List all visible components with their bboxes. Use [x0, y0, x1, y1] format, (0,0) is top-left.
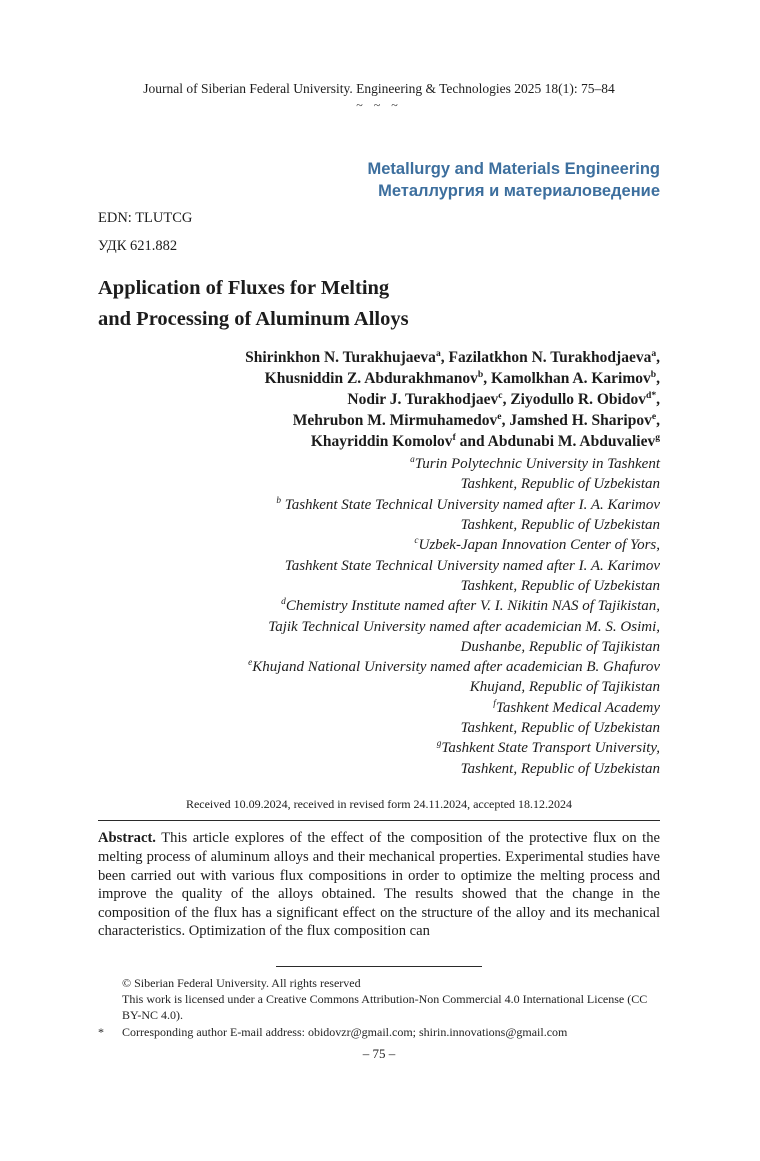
- author-line: Khayriddin Komolov$^f$ and Abdunabi M. Abduvaliev$^g$: [310, 432, 660, 451]
- article-title-line2: and Processing of Aluminum Alloys: [98, 308, 409, 331]
- affiliation-line: Dushanbe, Republic of Tajikistan: [460, 638, 660, 655]
- section-heading-russian: Металлургия и материаловедение: [378, 182, 660, 201]
- edn-code: EDN: TLUTCG: [98, 210, 193, 227]
- footnote-rule: [276, 966, 482, 967]
- journal-header: Journal of Siberian Federal University. Engineering & Technologies 2025 18(1): 75–84: [143, 81, 615, 96]
- affiliation-line: $^g$Tashkent State Transport University,: [436, 739, 660, 757]
- udk-code: УДК 621.882: [98, 238, 178, 255]
- affiliation-line: Tashkent, Republic of Uzbekistan: [460, 476, 660, 493]
- corresponding-author-text: Corresponding author E-mail address: obidovzr@gmail.com; shirin.innovations@gmail.com: [122, 1024, 568, 1039]
- affiliation-line: $^e$Khujand National University named after academician B. Ghafurov: [248, 658, 660, 676]
- affiliation-line: $^f$Tashkent Medical Academy: [493, 698, 660, 716]
- article-title: [98, 273, 660, 335]
- tilde-divider: ~ ~ ~: [356, 98, 402, 113]
- paper-page: [0, 81, 760, 1161]
- abstract-label: Abstract.: [98, 830, 156, 847]
- author-line: Nodir J. Turakhodjaev$^c$, Ziyodullo R. Obidov$^{d*}$,: [347, 390, 660, 409]
- affiliations-block: [98, 454, 660, 779]
- page-content: [0, 81, 760, 1062]
- affiliation-line: $^b$ Tashkent State Technical University named after I. A. Karimov: [276, 495, 660, 513]
- affiliation-line: Tashkent, Republic of Uzbekistan: [460, 517, 660, 534]
- abstract-paragraph: [98, 829, 660, 941]
- page-number: – 75 –: [362, 1045, 396, 1061]
- author-line: Shirinkhon N. Turakhujaeva$^a$, Fazilatkhon N. Turakhodjaeva$^a$,: [245, 348, 660, 367]
- abstract-divider-rule: [98, 820, 660, 821]
- article-title-line1: Application of Fluxes for Melting: [98, 277, 390, 300]
- affiliation-line: Tashkent State Technical University named after I. A. Karimov: [284, 557, 660, 574]
- affiliation-line: Khujand, Republic of Tajikistan: [469, 679, 660, 696]
- received-dates: Received 10.09.2024, received in revised form 24.11.2024, accepted 18.12.2024: [185, 796, 573, 811]
- corresponding-author-asterisk: *: [98, 1024, 104, 1039]
- section-heading-english: Metallurgy and Materials Engineering: [367, 160, 660, 179]
- affiliation-line: $^a$Turin Polytechnic University in Tashkent: [410, 455, 660, 473]
- affiliation-line: Tashkent, Republic of Uzbekistan: [460, 577, 660, 594]
- affiliation-line: $^c$Uzbek-Japan Innovation Center of Yors,: [414, 536, 660, 554]
- affiliation-line: $^d$Chemistry Institute named after V. I. Nikitin NAS of Tajikistan,: [281, 597, 660, 615]
- section-heading: [98, 158, 660, 202]
- affiliation-line: Tajik Technical University named after academician M. S. Osimi,: [268, 618, 660, 635]
- copyright-line: © Siberian Federal University. All rights reserved: [122, 975, 361, 990]
- author-line: Khusniddin Z. Abdurakhmanov$^b$, Kamolkhan A. Karimov$^b$,: [264, 369, 660, 388]
- affiliation-line: Tashkent, Republic of Uzbekistan: [460, 760, 660, 777]
- corresponding-author-line: [98, 1024, 660, 1040]
- footer-block: [98, 975, 660, 1040]
- affiliation-line: Tashkent, Republic of Uzbekistan: [460, 720, 660, 737]
- abstract-text: This article explores of the effect of the composition of the protective flux on the melting process of aluminum alloys and their mechanical properties. Experimental studies have been carried out with various flux compositions in order to optimize the melting process and improve the quality of the alloys obtained. The results showed that the change in the composition of the flux has a significant effect on the structure of the alloy and its mechanical characteristics. Optimization of the flux composition can: [98, 830, 660, 940]
- authors-block: [98, 347, 660, 452]
- author-line: Mehrubon M. Mirmuhamedov$^e$, Jamshed H. Sharipov$^e$,: [292, 411, 660, 430]
- license-line: This work is licensed under a Creative Commons Attribution-Non Commercial 4.0 International License (CC BY-NC 4.0).: [122, 992, 648, 1023]
